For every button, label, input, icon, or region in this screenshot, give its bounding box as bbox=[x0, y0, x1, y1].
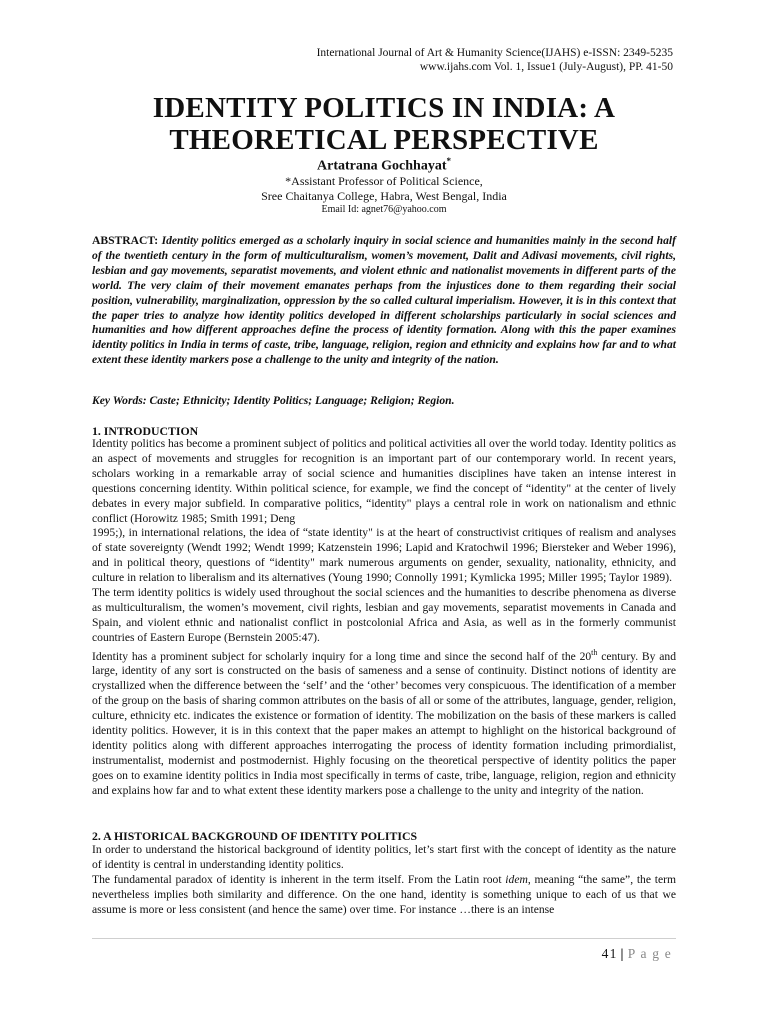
paragraph-text: The fundamental paradox of identity is inherent in the term itself. From the Latin root bbox=[92, 872, 506, 886]
page-label: P a g e bbox=[627, 946, 672, 961]
section-2-paragraph bbox=[92, 873, 676, 918]
footer-divider bbox=[92, 938, 676, 939]
page-number-separator: | bbox=[620, 946, 625, 961]
paper-title bbox=[60, 92, 708, 156]
journal-header-line1: International Journal of Art & Humanity Science(IJAHS) e-ISSN: 2349-5235 bbox=[316, 47, 673, 59]
ordinal-suffix: th bbox=[591, 647, 598, 657]
page-number bbox=[602, 946, 672, 962]
section-1-paragraph: The term identity politics is widely used throughout the social sciences and the humanities to describe phenomena as diverse as multiculturalism, the women’s movement, civil rights, lesbian and gay movements, separatist movements in Canada and Spain, and violent ethnic and nationalist conflict in postcolonial Africa and Asia, as well as in the formerly communist countries of Eastern Europe (Bernstein 2005:47). bbox=[92, 586, 676, 644]
section-2-body bbox=[92, 843, 676, 918]
abstract-text: Identity politics emerged as a scholarly inquiry in social science and humanities mainly in the second half of the twentieth century in the form of multiculturalism, women’s movement, Dalit and Adivasi movements, civil rights, lesbian and gay movements, separatist movements, and violent ethnic and nationalist movements in different parts of the world. The very claim of their movement emanates perhaps from the injustices done to them regarding their social position, vulnerability, marginalization, oppression by the so called cultural imperialism. However, it is in this context that the paper tries to analyze how identity politics developed in different scholarships particularly in social sciences and humanities and how different approaches define the process of identity formation. Along with this the paper examines identity politics in India in terms of caste, tribe, language, religion, region and ethnicity and explains how far and to what extent these identity markers pose a challenge to the unity and integrity of the nation. bbox=[92, 234, 676, 367]
section-2-paragraph: In order to understand the historical background of identity politics, let’s start first with the concept of identity as the nature of identity is central in understanding identity politics. bbox=[92, 843, 676, 871]
keywords: Key Words: Caste; Ethnicity; Identity Politics; Language; Religion; Region. bbox=[92, 394, 455, 407]
section-2-heading: 2. A HISTORICAL BACKGROUND OF IDENTITY POLITICS bbox=[92, 829, 418, 843]
paper-title-line2: THEORETICAL PERSPECTIVE bbox=[169, 124, 599, 156]
author-affiliation-2: Sree Chaitanya College, Habra, West Bengal, India bbox=[261, 189, 507, 203]
page-number-value: 41 bbox=[601, 946, 618, 961]
author-mark: * bbox=[446, 156, 451, 166]
section-1-paragraph: 1995;), in international relations, the idea of “state identity" is at the heart of constructivist critiques of realism and analyses of state sovereignty (Wendt 1992; Wendt 1999; Katzenstein 1996; Lapid and Kratochwil 1996; Biersteker and Weber 1996), and in political theory, questions of “identity" mark numerous arguments on gender, sexuality, nationality, ethnicity, and culture in relation to liberalism and its alternatives (Young 1990; Connolly 1991; Kymlicka 1995; Miller 1995; Taylor 1989). bbox=[92, 526, 676, 585]
abstract bbox=[92, 234, 676, 368]
author-name bbox=[0, 156, 768, 175]
section-1-paragraph bbox=[92, 646, 676, 799]
author-email: Email Id: agnet76@yahoo.com bbox=[321, 204, 447, 215]
section-1-paragraph: Identity politics has become a prominent subject of politics and political activities all over the world today. Identity politics as an aspect of movements and struggles for recognition is an important part of our contemporary world. In recent years, scholars working in a remarkable array of social science and humanities disciplines have taken an intense interest in questions concerning identity. Within political science, for example, we find the concept of “identity" at the center of lively debates in every major subfield. In comparative politics, “identity" plays a central role in work on nationalism and ethnic conflict (Horowitz 1985; Smith 1991; Deng bbox=[92, 437, 676, 525]
latin-term: idem bbox=[505, 872, 528, 886]
journal-header-line2: www.ijahs.com Vol. 1, Issue1 (July-August), PP. 41-50 bbox=[419, 61, 673, 73]
abstract-label: ABSTRACT: bbox=[92, 234, 159, 247]
paragraph-text: , meaning “the same”, the term nevertheless implies both similarity and difference. On the one hand, identity is something unique to each of us that we assume is more or less consistent (and hence the same) over time. For instance …there is an intense bbox=[92, 872, 676, 916]
section-1-body bbox=[92, 437, 676, 799]
paper-title-line1: IDENTITY POLITICS IN INDIA: A bbox=[152, 92, 616, 124]
author-name-text: Artatrana Gochhayat bbox=[317, 158, 447, 174]
paragraph-text: Identity has a prominent subject for scholarly inquiry for a long time and since the second half of the 20 bbox=[92, 649, 592, 663]
paragraph-text: century. By and large, identity of any sort is constructed on the basis of sameness and a sense of continuity. Distinct notions of identity are crystallized when the difference between the ‘self’ and the ‘other’ becomes very conspicuous. The identification of a member of the group on the basis of sharing common attributes on the basis of all or some of the attributes, language, gender, religion, culture, ethnicity etc. indicates the existence or formation of identity. The mobilization on the basis of these markers is called identity politics. However, it is in this context that the paper makes an attempt to highlight on the historical background of identity politics along with different approaches interrogating the process of identity formation including primordialist, instrumentalist, modernist and postmodernist. Highly focusing on the theoretical perspective of identity politics the paper goes on to examine identity politics in India most specifically in terms of caste, tribe, language, religion, region and ethnicity and explains how far and to what extent these identity markers pose a challenge to the unity and integrity of the nation. bbox=[92, 649, 676, 797]
author-affiliation-1: *Assistant Professor of Political Science, bbox=[285, 174, 483, 188]
section-1-heading: 1. INTRODUCTION bbox=[92, 424, 199, 438]
